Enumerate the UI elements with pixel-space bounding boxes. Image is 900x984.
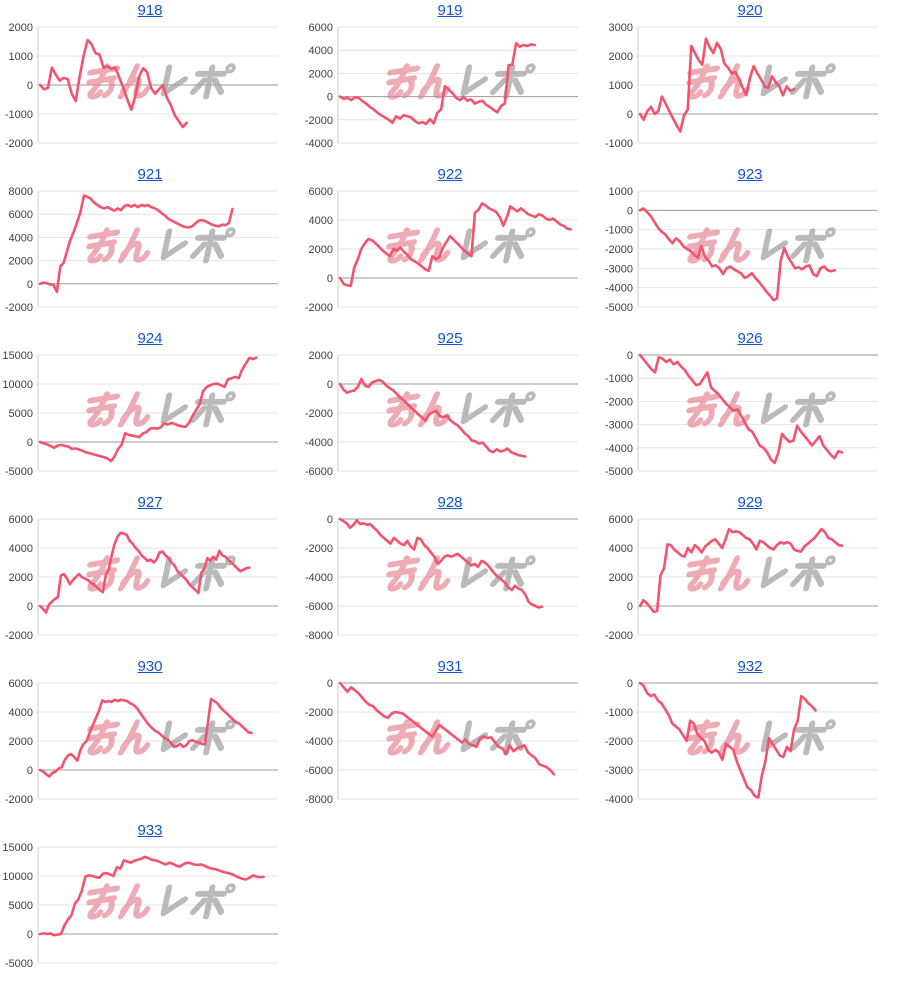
y-tick-label: 15000 — [2, 350, 33, 362]
y-tick-label: 4000 — [608, 543, 633, 555]
y-tick-label: -2000 — [604, 630, 633, 642]
minrepo-watermark-logo — [685, 557, 834, 588]
y-tick-label: 4000 — [8, 232, 33, 245]
chart-title — [600, 328, 900, 347]
chart-canvas — [0, 511, 300, 656]
chart-title — [0, 820, 300, 839]
y-tick-label: 4000 — [8, 543, 33, 555]
y-tick-label: -2000 — [4, 794, 33, 806]
chart-cell — [0, 164, 300, 328]
chart-cell — [0, 656, 300, 820]
y-tick-label: 2000 — [8, 736, 33, 748]
y-tick-label: 2000 — [8, 572, 33, 584]
chart-canvas — [300, 675, 600, 820]
chart-canvas — [600, 675, 900, 820]
y-tick-label: 0 — [26, 601, 33, 613]
y-tick-label: 5000 — [8, 408, 33, 420]
chart-title — [0, 0, 300, 19]
y-tick-label: -2000 — [604, 736, 633, 748]
minrepo-watermark-logo — [85, 393, 234, 424]
y-tick-label: 10000 — [2, 871, 33, 883]
y-tick-label: -1000 — [4, 109, 33, 121]
y-tick-label: 0 — [626, 678, 633, 690]
y-tick-label: 4000 — [308, 45, 333, 58]
y-tick-label: 2000 — [308, 68, 333, 81]
y-tick-label: -3000 — [604, 419, 633, 432]
chart-title-link[interactable]: 927 — [137, 494, 163, 511]
chart-cell — [0, 0, 300, 164]
minrepo-watermark-logo — [685, 229, 834, 260]
y-tick-label: -4000 — [604, 794, 633, 806]
y-tick-label: -3000 — [604, 263, 633, 276]
chart-cell — [300, 164, 600, 328]
chart-title-link[interactable]: 918 — [137, 2, 163, 19]
chart-canvas — [600, 511, 900, 656]
slump-graph-line — [340, 203, 571, 286]
chart-title-link[interactable]: 921 — [137, 166, 163, 183]
chart-title — [0, 492, 300, 511]
y-tick-label: -4000 — [604, 442, 633, 455]
y-tick-label: -4000 — [304, 437, 333, 449]
chart-cell — [300, 0, 600, 164]
chart-title — [0, 656, 300, 675]
chart-title — [600, 164, 900, 183]
chart-plot-area — [600, 183, 900, 328]
chart-plot-area — [300, 675, 600, 820]
y-tick-label: 0 — [326, 678, 333, 690]
chart-title-link[interactable]: 922 — [437, 166, 463, 183]
chart-title-link[interactable]: 932 — [737, 658, 763, 675]
y-tick-label: 0 — [326, 379, 333, 391]
y-tick-label: -8000 — [304, 794, 333, 806]
y-tick-label: -4000 — [304, 736, 333, 748]
y-tick-label: 0 — [326, 273, 333, 285]
y-tick-label: 0 — [626, 109, 633, 121]
minrepo-watermark-logo — [85, 229, 234, 260]
y-tick-label: 0 — [626, 205, 633, 218]
chart-canvas — [600, 19, 900, 164]
minrepo-watermark-logo — [85, 721, 234, 752]
chart-canvas — [0, 183, 300, 328]
y-tick-label: 6000 — [8, 514, 33, 526]
y-tick-label: 6000 — [308, 22, 333, 34]
chart-cell — [300, 656, 600, 820]
slump-graph-line — [40, 358, 256, 462]
y-tick-label: 1000 — [8, 51, 33, 63]
y-tick-label: -1000 — [604, 224, 633, 237]
chart-plot-area — [300, 183, 600, 328]
y-tick-label: 0 — [26, 278, 33, 291]
slump-graph-line — [40, 699, 252, 777]
minrepo-watermark-logo — [385, 557, 534, 588]
chart-title-link[interactable]: 924 — [137, 330, 163, 347]
y-tick-label: 8000 — [8, 186, 33, 198]
y-tick-label: -4000 — [304, 572, 333, 584]
chart-canvas — [0, 347, 300, 492]
chart-canvas — [0, 675, 300, 820]
minrepo-watermark-logo — [85, 885, 234, 916]
chart-plot-area — [600, 347, 900, 492]
chart-title-link[interactable]: 928 — [437, 494, 463, 511]
chart-title-link[interactable]: 930 — [137, 658, 163, 675]
y-tick-label: 6000 — [8, 209, 33, 222]
y-tick-label: 0 — [26, 765, 33, 777]
y-tick-label: -5000 — [604, 302, 633, 314]
y-tick-label: -2000 — [304, 707, 333, 719]
chart-cell — [600, 0, 900, 164]
y-tick-label: -1000 — [604, 707, 633, 719]
y-tick-label: 2000 — [608, 572, 633, 584]
y-tick-label: 1000 — [608, 80, 633, 92]
y-tick-label: -2000 — [304, 302, 333, 314]
chart-title — [600, 492, 900, 511]
minrepo-watermark-logo — [385, 65, 534, 96]
y-tick-label: -2000 — [304, 543, 333, 555]
chart-title — [300, 492, 600, 511]
y-tick-label: -2000 — [604, 396, 633, 409]
chart-cell — [600, 328, 900, 492]
chart-cell — [600, 492, 900, 656]
y-tick-label: 4000 — [8, 707, 33, 719]
chart-canvas — [600, 183, 900, 328]
y-tick-label: 2000 — [308, 244, 333, 256]
minrepo-watermark-logo — [685, 393, 834, 424]
chart-plot-area — [300, 347, 600, 492]
chart-title-link[interactable]: 931 — [437, 658, 463, 675]
y-tick-label: -6000 — [304, 466, 333, 478]
y-tick-label: 0 — [626, 601, 633, 613]
chart-cell — [300, 328, 600, 492]
chart-cell — [0, 492, 300, 656]
minrepo-watermark-logo — [385, 393, 534, 424]
y-tick-label: -2000 — [304, 408, 333, 420]
y-tick-label: 10000 — [2, 379, 33, 391]
y-tick-label: 0 — [26, 929, 33, 941]
y-tick-label: -2000 — [604, 244, 633, 256]
y-tick-label: 15000 — [2, 842, 33, 854]
chart-plot-area — [0, 839, 300, 984]
chart-title — [300, 328, 600, 347]
y-tick-label: -1000 — [604, 138, 633, 150]
chart-cell — [600, 656, 900, 820]
y-tick-label: 0 — [26, 80, 33, 92]
y-tick-label: 6000 — [608, 514, 633, 526]
chart-canvas — [300, 347, 600, 492]
chart-canvas — [300, 183, 600, 328]
chart-plot-area — [0, 511, 300, 656]
y-tick-label: 2000 — [8, 22, 33, 34]
y-tick-label: 0 — [326, 91, 333, 104]
minrepo-watermark-logo — [685, 65, 834, 96]
chart-plot-area — [600, 511, 900, 656]
y-tick-label: -2000 — [4, 138, 33, 150]
y-tick-label: 6000 — [308, 186, 333, 198]
y-tick-label: 0 — [26, 437, 33, 449]
chart-title — [600, 656, 900, 675]
y-tick-label: 6000 — [8, 678, 33, 690]
chart-title — [300, 0, 600, 19]
chart-plot-area — [0, 675, 300, 820]
y-tick-label: -5000 — [4, 466, 33, 478]
y-tick-label: 2000 — [308, 350, 333, 362]
chart-title-link[interactable]: 929 — [737, 494, 763, 511]
y-tick-label: -3000 — [604, 765, 633, 777]
y-tick-label: 1000 — [608, 186, 633, 198]
chart-title-link[interactable]: 920 — [737, 2, 763, 19]
y-tick-label: 0 — [626, 350, 633, 362]
chart-canvas — [0, 839, 300, 984]
chart-cell — [600, 164, 900, 328]
y-tick-label: -1000 — [604, 373, 633, 386]
y-tick-label: 0 — [326, 514, 333, 526]
chart-title-link[interactable]: 933 — [137, 822, 163, 839]
y-tick-label: -5000 — [4, 958, 33, 970]
y-tick-label: 5000 — [8, 900, 33, 912]
chart-title-link[interactable]: 925 — [437, 330, 463, 347]
chart-cell — [300, 492, 600, 656]
y-tick-label: 2000 — [608, 51, 633, 63]
chart-plot-area — [0, 183, 300, 328]
y-tick-label: -2000 — [4, 630, 33, 642]
chart-cell — [0, 328, 300, 492]
y-tick-label: -2000 — [304, 114, 333, 127]
slump-graph-line — [40, 857, 264, 935]
chart-title — [0, 164, 300, 183]
chart-title-link[interactable]: 926 — [737, 330, 763, 347]
y-tick-label: 3000 — [608, 22, 633, 34]
y-tick-label: -2000 — [4, 302, 33, 314]
y-tick-label: -8000 — [304, 630, 333, 642]
chart-title — [300, 164, 600, 183]
minrepo-watermark-logo — [85, 65, 234, 96]
chart-plot-area — [0, 347, 300, 492]
chart-plot-area — [600, 675, 900, 820]
chart-canvas — [0, 19, 300, 164]
y-tick-label: -4000 — [304, 138, 333, 150]
y-tick-label: -4000 — [604, 282, 633, 295]
chart-title — [0, 328, 300, 347]
chart-title — [600, 0, 900, 19]
y-tick-label: 2000 — [8, 255, 33, 268]
chart-cell — [0, 820, 300, 984]
chart-canvas — [300, 19, 600, 164]
chart-canvas — [300, 511, 600, 656]
chart-plot-area — [300, 19, 600, 164]
y-tick-label: -5000 — [604, 466, 633, 478]
chart-plot-area — [600, 19, 900, 164]
chart-canvas — [600, 347, 900, 492]
chart-title — [300, 656, 600, 675]
chart-plot-area — [300, 511, 600, 656]
chart-title-link[interactable]: 919 — [437, 2, 463, 19]
y-tick-label: -6000 — [304, 601, 333, 613]
y-tick-label: -6000 — [304, 765, 333, 777]
chart-plot-area — [0, 19, 300, 164]
chart-title-link[interactable]: 923 — [737, 166, 763, 183]
y-tick-label: 4000 — [308, 215, 333, 227]
